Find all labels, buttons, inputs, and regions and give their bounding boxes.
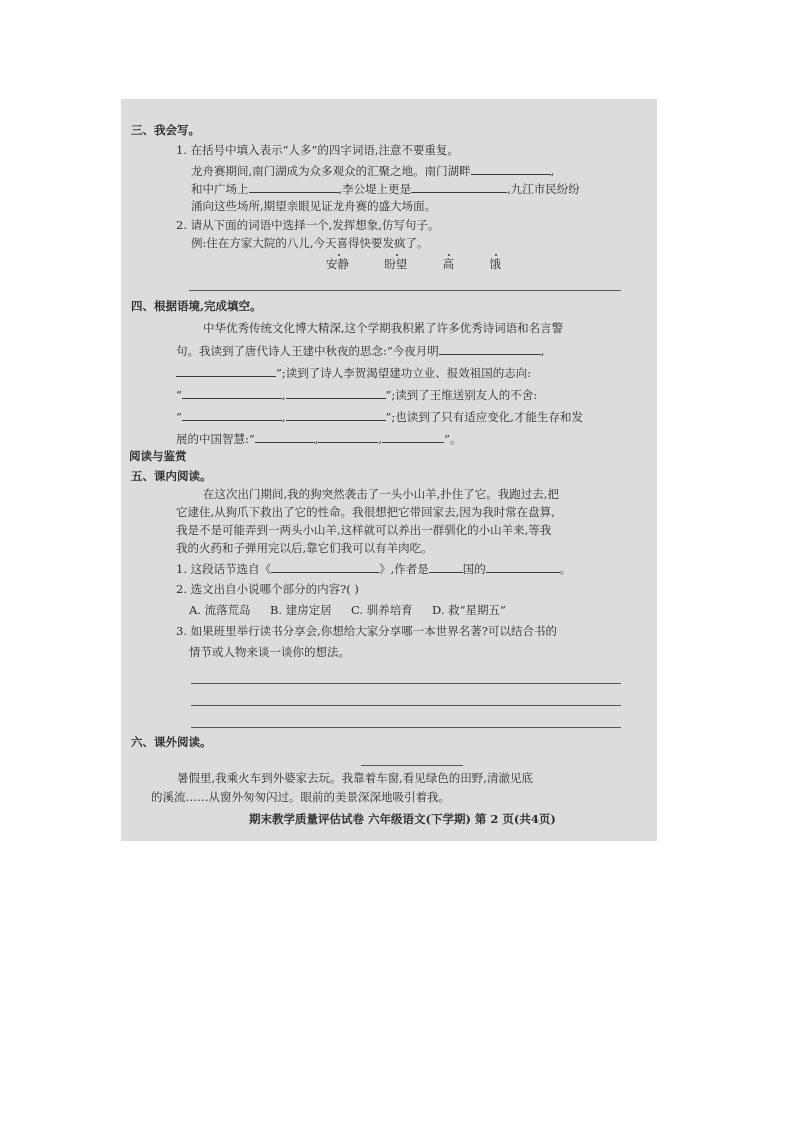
question-5-3-line-2: 情节或人物来谈一谈你的想法。 <box>189 645 350 659</box>
paragraph-4-line-6 <box>176 431 461 447</box>
paragraph-4-line-3 <box>176 365 531 381</box>
word-choices <box>326 257 501 272</box>
passage-line: 我的火药和子弹用完以后,靠它们我可以有羊肉吃。 <box>176 541 433 555</box>
question-5-2-options <box>189 603 506 618</box>
paragraph-3-1-line-1: 龙舟赛期间,南门湖成为众多观众的汇聚之地。南门湖畔 , <box>191 164 555 178</box>
paragraph-4-line-1: 中华优秀传统文化博大精深,这个学期我积累了许多优秀诗词语和名言警 <box>203 321 564 335</box>
answer-blank[interactable] <box>486 561 560 573</box>
text-segment: ”;读到了王维送别友人的不舍: <box>385 388 538 402</box>
answer-blank[interactable] <box>411 181 507 193</box>
question-5-1 <box>176 561 571 577</box>
comma: , <box>281 410 286 424</box>
word-choice: 高 <box>442 257 455 271</box>
text-segment: 。 <box>559 562 572 576</box>
section-5-title: 五、课内阅读。 <box>131 469 212 483</box>
passage-6-line-2: 的溪流……从窗外匆匆闪过。眼前的美景深深地吸引着我。 <box>151 790 450 804</box>
title-blank[interactable] <box>361 765 463 766</box>
text-segment: ,李公堤上更是 <box>338 182 412 196</box>
text-segment: ,九江市民纷纷 <box>507 182 580 196</box>
text-segment: “ <box>176 388 182 402</box>
text-segment: 展的中国智慧:“ <box>176 432 255 446</box>
paragraph-4-line-4 <box>176 387 537 403</box>
text-segment: ”;也读到了只有适应变化,才能生存和发 <box>385 410 583 424</box>
answer-blank[interactable] <box>429 561 463 573</box>
answer-line[interactable] <box>191 727 621 728</box>
section-3-title: 三、我会写。 <box>131 123 200 137</box>
answer-blank[interactable] <box>286 387 386 399</box>
option-a: A. 流落荒岛 <box>189 603 251 617</box>
paragraph-3-1-line-3: 涌向这些场所,期望亲眼见证龙舟赛的盛大场面。 <box>191 199 437 213</box>
question-3-2: 2. 请从下面的词语中选择一个,发挥想象,仿写句子。 <box>176 218 440 232</box>
example-sentence: 例:住在方家大院的八儿,今天喜得快要发疯了。 <box>191 236 429 250</box>
text-segment: 龙舟赛期间,南门湖成为众多观众的汇聚之地。南门湖畔 <box>191 164 471 178</box>
text-segment: 》,作者是 <box>379 562 429 576</box>
text-segment: ”;读到了诗人李贺渴望建功立业、报效祖国的志向: <box>276 366 532 380</box>
answer-blank[interactable] <box>318 431 378 443</box>
word-choice: 安静 <box>326 257 349 271</box>
text-segment: 和中广场上 <box>191 182 249 196</box>
answer-blank[interactable] <box>382 431 444 443</box>
text-segment: ”。 <box>444 432 462 446</box>
question-3-1: 1. 在括号中填入表示“人多”的四字词语,注意不要重复。 <box>176 143 460 157</box>
option-c: C. 驯养培育 <box>351 603 413 617</box>
answer-blank[interactable] <box>439 343 541 355</box>
page-footer: 期末教学质量评估试卷 六年级语文(下学期) 第 2 页(共4页) <box>249 812 556 826</box>
answer-line[interactable] <box>189 290 621 291</box>
comma: , <box>314 432 319 446</box>
section-4-title: 四、根据语境,完成填空。 <box>131 299 262 313</box>
passage-line: 在这次出门期间,我的狗突然袭击了一头小山羊,扑住了它。我跑过去,把 <box>203 487 559 501</box>
exam-paper-page <box>121 99 657 841</box>
comma: , <box>378 432 383 446</box>
comma: , <box>281 388 286 402</box>
question-5-3-line-1: 3. 如果班里举行读书分享会,你想给大家分享哪一本世界名著?可以结合书的 <box>176 624 557 638</box>
option-b: B. 建房定居 <box>269 603 332 617</box>
passage-line: 它逮住,从狗爪下救出了它的性命。我很想把它带回家去,因为我时常在盘算, <box>176 505 555 519</box>
answer-blank[interactable] <box>271 561 379 573</box>
answer-blank[interactable] <box>176 365 276 377</box>
word-choice: 盼望 <box>384 257 408 271</box>
answer-line[interactable] <box>191 705 621 706</box>
passage-6-line-1: 暑假里,我乘火车到外婆家去玩。我靠着车窗,看见绿色的田野,清澈见底 <box>177 771 533 785</box>
reading-heading: 阅读与鉴赏 <box>129 449 187 463</box>
text-segment: 国的 <box>462 562 486 576</box>
section-6-title: 六、课外阅读。 <box>131 735 212 749</box>
option-d: D. 救“星期五” <box>432 603 506 617</box>
paragraph-4-line-2: 句。我读到了唐代诗人王建中秋夜的思念:“今夜月明 , <box>176 344 545 358</box>
answer-blank[interactable] <box>182 409 282 421</box>
text-segment: “ <box>176 410 182 424</box>
answer-blank[interactable] <box>286 409 386 421</box>
answer-blank[interactable] <box>182 387 282 399</box>
answer-blank[interactable] <box>255 431 315 443</box>
text-segment: 句。我读到了唐代诗人王建中秋夜的思念:“今夜月明 <box>176 344 439 358</box>
answer-blank[interactable] <box>471 163 551 175</box>
text-segment: 1. 这段话节选自《 <box>176 562 272 576</box>
answer-blank[interactable] <box>249 181 339 193</box>
paragraph-4-line-5 <box>176 409 583 425</box>
answer-line[interactable] <box>191 683 621 684</box>
passage-line: 我是不是可能弄到一两头小山羊,这样就可以养出一群驯化的小山羊来,等我 <box>176 523 552 537</box>
word-choice: 饿 <box>489 257 501 271</box>
paragraph-3-1-line-2 <box>191 181 580 197</box>
question-5-2: 2. 选文出自小说哪个部分的内容?( ) <box>176 582 359 596</box>
